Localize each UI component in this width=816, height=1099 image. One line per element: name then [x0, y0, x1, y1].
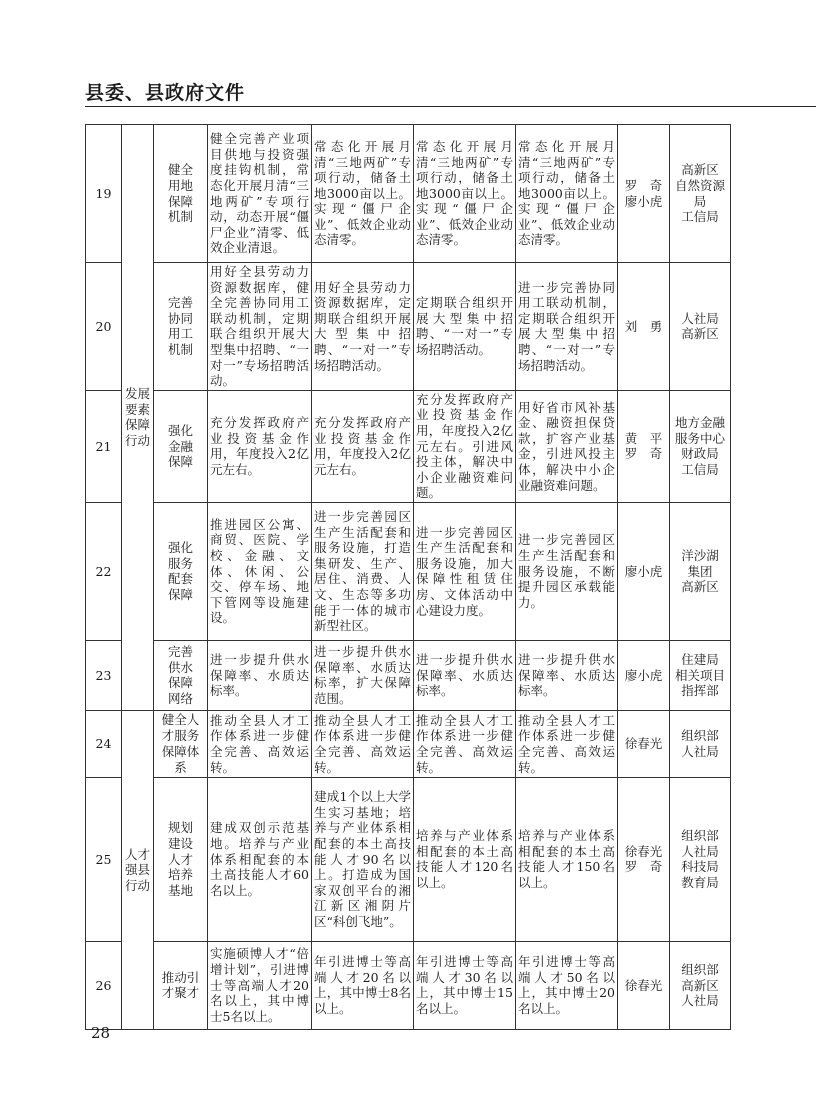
- task-name: 健全 用地 保障 机制: [167, 162, 193, 225]
- task-goal-3: 进一步完善园区生产生活配套和服务设施，加大保障性租赁住房、文体活动中心建设力度。: [414, 502, 516, 640]
- task-goal-2: 进一步提升供水保障率、水质达标率，扩大保障范围。: [312, 640, 414, 710]
- task-goal-3: 进一步提升供水保障率、水质达标率。: [414, 640, 516, 710]
- responsible-person: 罗 奇 廖小虎: [624, 177, 663, 209]
- task-goal-3: 定期联合组织开展大型集中招聘、“一对一”专场招聘活动。: [414, 263, 516, 391]
- task-goal-4: 进一步完善协同用工联动机制，定期联合组织开展大型集中招聘、“一对一”专场招聘活动。: [516, 263, 618, 391]
- table-row: [86, 941, 731, 1029]
- responsible-person: 刘 勇: [624, 318, 663, 334]
- page-number: 28: [91, 1024, 111, 1042]
- table-row: [86, 502, 731, 640]
- task-goal-4: 培养与产业体系相配套的本土高技能人才150名以上。: [516, 777, 618, 941]
- category-talent: [122, 710, 154, 1029]
- responsible-unit: 组织部 人社局 科技局 教育局: [681, 828, 719, 890]
- task-goal-1: 健全完善产业项目供地与投资强度挂钩机制，常态化开展月清“三地两矿”专项行动，动态开展“僵尸企业”清零、低效企业清退。: [208, 125, 312, 263]
- task-goal-4: 进一步提升供水保障率、水质达标率。: [516, 640, 618, 710]
- responsible-unit: 住建局 相关项目 指挥部: [674, 652, 725, 699]
- task-goal-4: 常态化开展月清“三地两矿”专项行动，储备土地3000亩以上。实现“僵尸企业”、低效企业动态清零。: [516, 125, 618, 263]
- row-number: 25: [86, 777, 122, 941]
- task-goal-4: 年引进博士等高端人才50名以上，其中博士20名以上。: [516, 941, 618, 1029]
- task-goal-2: 进一步完善园区生产生活配套和服务设施，打造集研发、生产、居住、消费、人文、生态等多功能于一体的城市新型社区。: [312, 502, 414, 640]
- task-goal-1: 实施硕博人才“倍增计划”，引进博士等高端人才20名以上，其中博士5名以上。: [208, 941, 312, 1029]
- row-number: 22: [86, 502, 122, 640]
- task-name: 完善 协同 用工 机制: [167, 295, 193, 357]
- header-divider: [85, 106, 816, 107]
- row-number: 24: [86, 710, 122, 777]
- responsible-person: 徐春光 罗 奇: [624, 843, 663, 875]
- responsible-unit: 组织部 高新区 人社局: [681, 962, 719, 1009]
- responsible-unit: 洋沙湖 集团 高新区: [681, 548, 719, 595]
- responsible-person: 徐春光: [624, 977, 663, 993]
- responsible-unit: 组织部 人社局: [681, 728, 719, 759]
- category-development: [122, 125, 154, 711]
- document-header-title: 县委、县政府文件: [85, 82, 246, 104]
- responsible-person: 廖小虎: [624, 667, 663, 683]
- table-row: [86, 390, 731, 502]
- task-goal-2: 常态化开展月清“三地两矿”专项行动，储备土地3000亩以上。实现“僵尸企业”、低效企业动态清零。: [312, 125, 414, 263]
- table-row: [86, 777, 731, 941]
- task-name: 规划 建设 人才 培养 基地: [167, 820, 193, 898]
- task-goal-1: 推进园区公寓、商贸、医院、学校、金融、文体、休闲、公交、停车场、地下管网等设施建设。: [208, 502, 312, 640]
- task-goal-4: 用好省市风补基金、融资担保贷款，扩容产业基金，引进风投主体，解决中小企业融资难问题。: [516, 390, 618, 502]
- task-goal-3: 推动全县人才工作体系进一步健全完善、高效运转。: [414, 710, 516, 777]
- task-name: 推动引 才聚才: [161, 969, 200, 1001]
- task-goal-1: 推动全县人才工作体系进一步健全完善、高效运转。: [208, 710, 312, 777]
- task-name: 强化 金融 保障: [167, 422, 193, 470]
- category-label: 发展 要素 保障 行动: [124, 386, 150, 449]
- task-goal-2: 用好全县劳动力资源数据库，定期联合组织开展大型集中招聘、“一对一”专场招聘活动。: [312, 263, 414, 391]
- responsible-unit: 地方金融 服务中心 财政局 工信局: [674, 415, 725, 477]
- responsible-person: 徐春光: [624, 736, 663, 752]
- task-goal-3: 年引进博士等高端人才30名以上，其中博士15名以上。: [414, 941, 516, 1029]
- table-row: [86, 710, 731, 777]
- task-goal-2: 推动全县人才工作体系进一步健全完善、高效运转。: [312, 710, 414, 777]
- task-goal-1: 建成双创示范基地。培养与产业体系相配套的本土高技能人才60名以上。: [208, 777, 312, 941]
- task-name: 强化 服务 配套 保障: [167, 540, 193, 602]
- task-goal-4: 进一步完善园区生产生活配套和服务设施，不断提升园区承载能力。: [516, 502, 618, 640]
- responsible-unit: 高新区 自然资源局 工信局: [674, 162, 725, 225]
- task-goal-3: 培养与产业体系相配套的本土高技能人才120名以上。: [414, 777, 516, 941]
- task-goal-3: 常态化开展月清“三地两矿”专项行动，储备土地3000亩以上。实现“僵尸企业”、低效企业动态清零。: [414, 125, 516, 263]
- task-table: [85, 124, 731, 1030]
- responsible-person: 廖小虎: [624, 563, 663, 579]
- table-row: [86, 263, 731, 391]
- task-name: 完善 供水 保障 网络: [167, 644, 193, 706]
- table-row: [86, 125, 731, 263]
- task-goal-4: 推动全县人才工作体系进一步健全完善、高效运转。: [516, 710, 618, 777]
- task-goal-3: 充分发挥政府产业投资基金作用，年度投入2亿元左右。引进风投主体，解决中小企业融资难问题。: [414, 390, 516, 502]
- task-name: 健全人 才服务 保障体系: [161, 711, 200, 775]
- responsible-person: 黄 平 罗 奇: [624, 430, 663, 462]
- task-goal-2: 年引进博士等高端人才20名以上，其中博士8名以上。: [312, 941, 414, 1029]
- row-number: 23: [86, 640, 122, 710]
- responsible-unit: 人社局 高新区: [681, 310, 719, 342]
- row-number: 19: [86, 125, 122, 263]
- table-row: [86, 640, 731, 710]
- task-goal-1: 充分发挥政府产业投资基金作用，年度投入2亿元左右。: [208, 390, 312, 502]
- row-number: 20: [86, 263, 122, 391]
- task-goal-2: 充分发挥政府产业投资基金作用，年度投入2亿元左右。: [312, 390, 414, 502]
- task-goal-1: 用好全县劳动力资源数据库，健全完善协同用工联动机制，定期联合组织开展大型集中招聘、“一对一”专场招聘活动。: [208, 263, 312, 391]
- task-goal-2: 建成1个以上大学生实习基地；培养与产业体系相配套的本土高技能人才90名以上。打造成为国家双创平台的湘江新区湘阴片区“科创飞地”。: [312, 777, 414, 941]
- row-number: 26: [86, 941, 122, 1029]
- category-label: 人才 强县 行动: [124, 846, 150, 893]
- row-number: 21: [86, 390, 122, 502]
- task-goal-1: 进一步提升供水保障率、水质达标率。: [208, 640, 312, 710]
